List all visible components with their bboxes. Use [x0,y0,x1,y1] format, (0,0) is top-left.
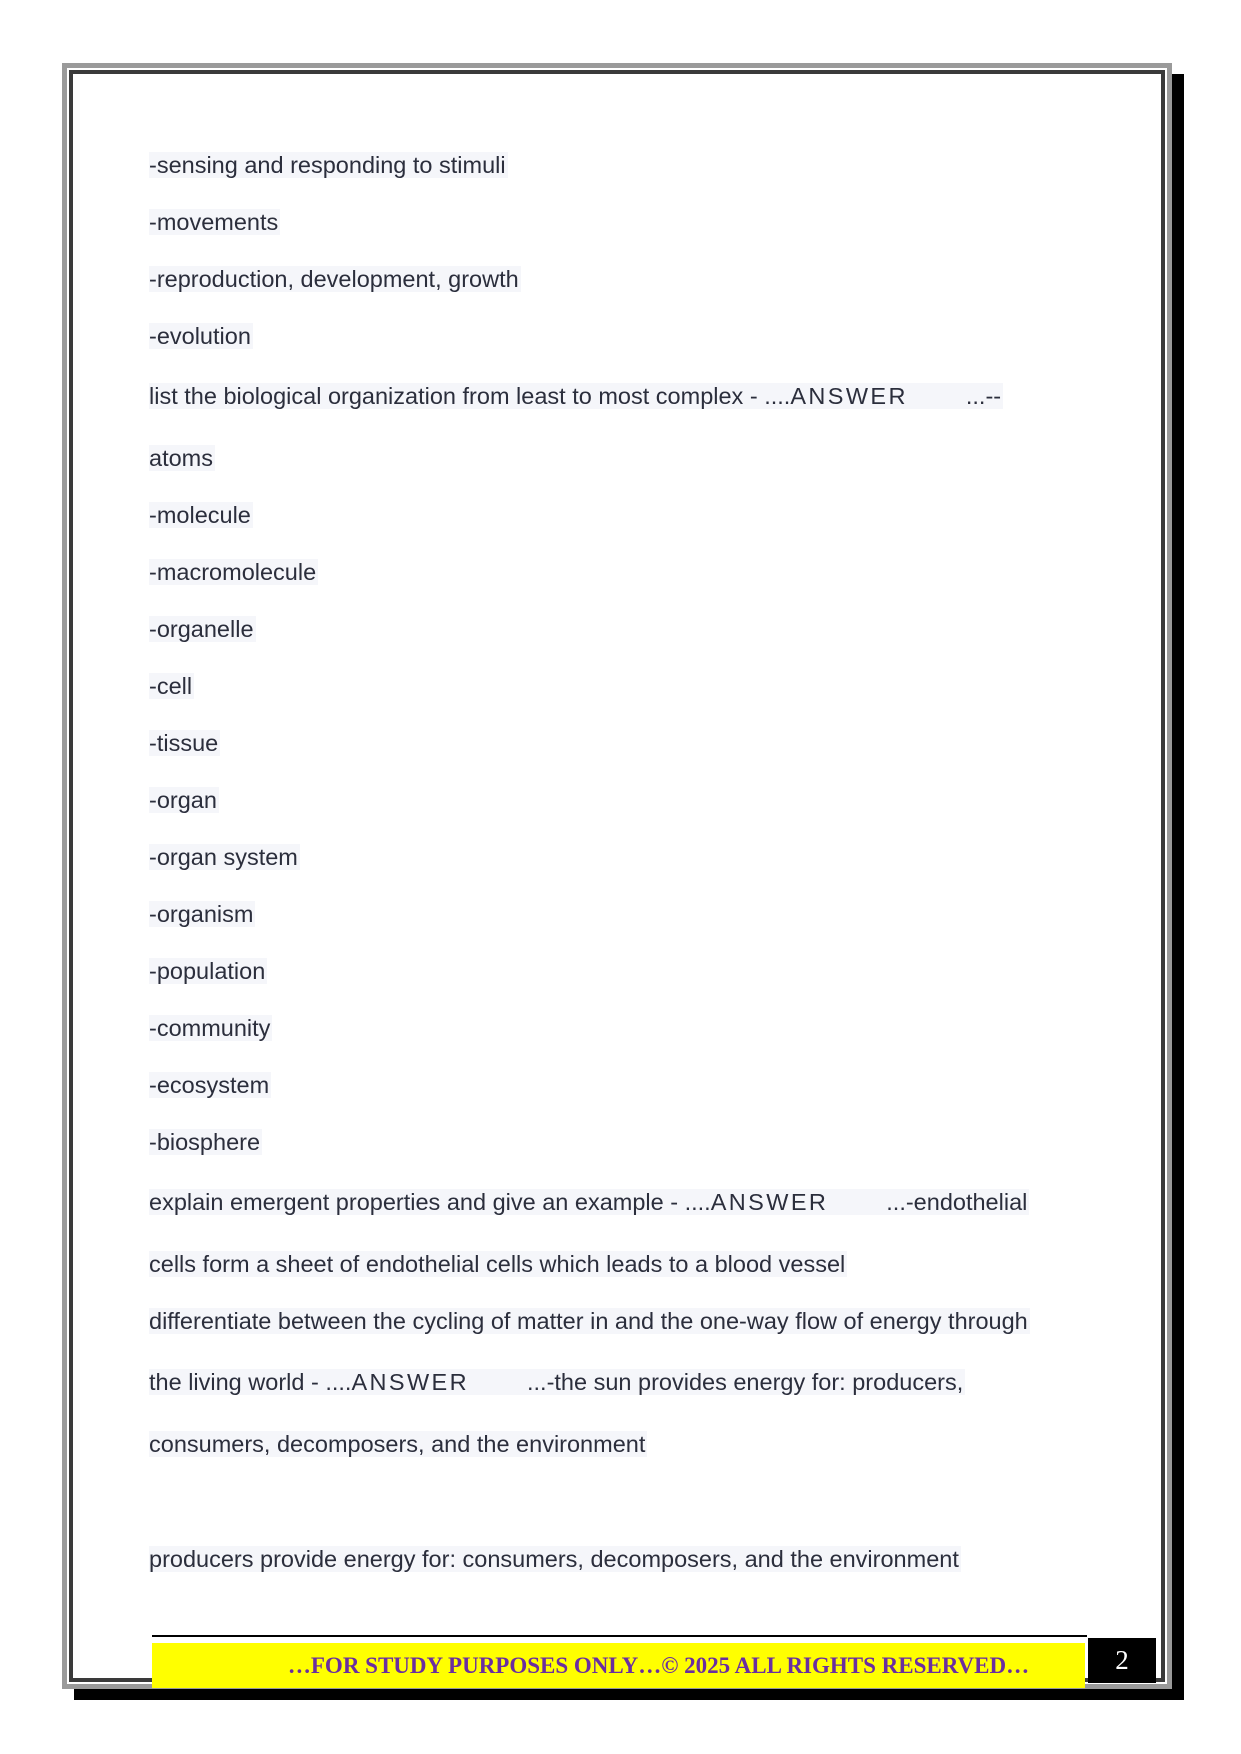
text-line [149,614,256,644]
text-line-content: -community [149,1015,271,1041]
text-line [149,728,220,758]
text-line-content: -tissue [149,730,219,756]
answer-tail: ...-endothelial [886,1189,1028,1215]
text-line [149,557,318,587]
text-line [149,1013,272,1043]
text-line [149,1544,961,1574]
text-line [149,1070,271,1100]
text-line-content: -macromolecule [149,559,317,585]
text-line [149,500,253,530]
answer-label: ANSWER [710,1189,829,1215]
text-line-content: -organelle [149,616,254,642]
text-line [149,956,267,986]
text-line [149,671,194,701]
text-line-content: -movements [149,209,279,235]
text-line [149,1249,847,1279]
text-line-content: -reproduction, development, growth [149,266,519,292]
footer-banner [152,1643,1085,1688]
text-line-content: -biosphere [149,1129,261,1155]
text-line [149,1429,647,1459]
text-line [149,785,219,815]
text-line [149,321,253,351]
text-line-content: -molecule [149,502,251,528]
text-line [149,264,521,294]
qa-line [149,381,1003,411]
text-line [149,150,508,180]
answer-tail: ...-- [965,383,1002,409]
text-line-content: -organism [149,901,254,927]
text-line [149,842,300,872]
text-line [149,1306,1030,1336]
text-line [149,899,255,929]
text-line-content: consumers, decomposers, and the environment [149,1431,646,1457]
question-text: list the biological organization from least to most complex - .... [149,383,791,409]
text-line [149,443,215,473]
answer-label: ANSWER [351,1369,469,1395]
answer-tail: ...-the sun provides energy for: producers, [526,1369,964,1395]
page-number: 2 [1088,1638,1156,1683]
text-line-content: atoms [149,445,213,471]
text-line-content: -sensing and responding to stimuli [149,152,506,178]
qa-line [149,1367,965,1397]
question-text: explain emergent properties and give an example - .... [149,1189,711,1215]
text-line-content: -population [149,958,266,984]
footer-divider [152,1635,1087,1637]
text-line-content: -evolution [149,323,251,349]
text-line-content: -ecosystem [149,1072,270,1098]
text-line-content: -organ [149,787,217,813]
qa-line [149,1187,1029,1217]
answer-label: ANSWER [790,383,908,409]
text-line-content: cells form a sheet of endothelial cells which leads to a blood vessel [149,1251,846,1277]
text-line-content: -organ system [149,844,298,870]
text-line [149,207,280,237]
question-text: the living world - .... [149,1369,352,1395]
text-line-content: producers provide energy for: consumers, decomposers, and the environment [149,1546,959,1572]
footer-notice: …FOR STUDY PURPOSES ONLY…© 2025 ALL RIGHTS RESERVED… [287,1653,1030,1678]
text-line-content: -cell [149,673,193,699]
text-line-content: differentiate between the cycling of matter in and the one-way flow of energy through [149,1308,1028,1334]
text-line [149,1127,262,1157]
